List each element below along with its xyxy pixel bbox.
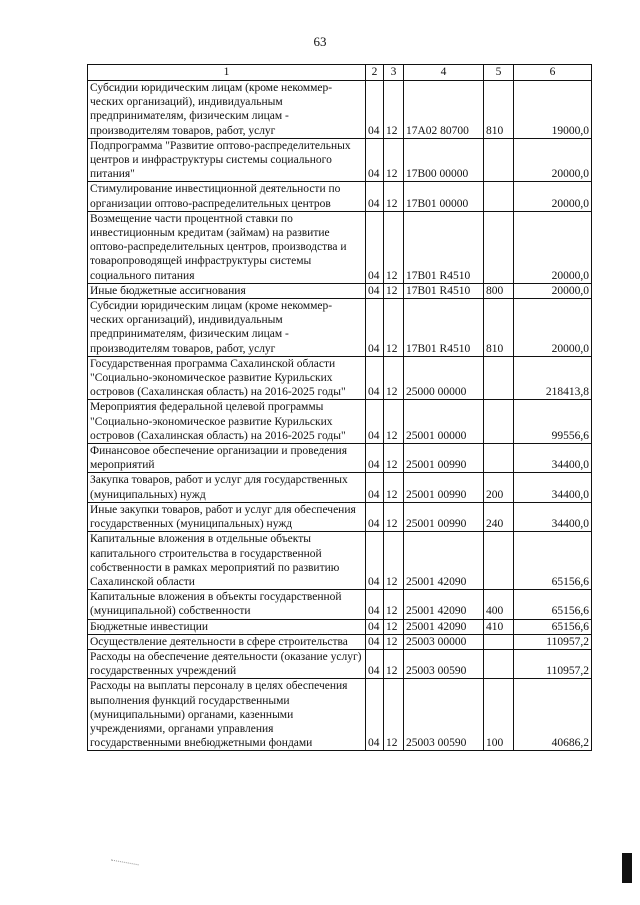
section-code-cell: 04 (366, 81, 384, 139)
row-name-cell: Подпрограмма "Развитие оптово-распределительных центров и инфраструктуры системы социального питания" (88, 138, 366, 182)
header-col-5: 5 (484, 65, 514, 81)
expense-type-cell (484, 182, 514, 211)
amount-cell: 34400,0 (514, 444, 592, 473)
amount-cell: 20000,0 (514, 211, 592, 283)
subsection-code-cell: 12 (384, 473, 404, 502)
table-row (88, 619, 592, 634)
expense-type-cell (484, 400, 514, 444)
target-article-cell: 25003 00000 (404, 634, 484, 649)
row-name-cell: Расходы на обеспечение деятельности (оказание услуг) государственных учреждений (88, 649, 366, 678)
expense-type-cell (484, 532, 514, 590)
row-name-cell: Закупка товаров, работ и услуг для государственных (муниципальных) нужд (88, 473, 366, 502)
row-name-cell: Государственная программа Сахалинской области "Социально-экономическое развитие Курильских островов (Сахалинская область) на 2016-2025 годы" (88, 356, 366, 400)
target-article-cell: 25001 42090 (404, 619, 484, 634)
amount-cell: 20000,0 (514, 182, 592, 211)
expense-type-cell (484, 211, 514, 283)
expense-type-cell: 410 (484, 619, 514, 634)
amount-cell: 19000,0 (514, 81, 592, 139)
row-name-cell: Мероприятия федеральной целевой программы "Социально-экономическое развитие Курильских островов (Сахалинская область) на 2016-2025 годы" (88, 400, 366, 444)
table-row (88, 138, 592, 182)
target-article-cell: 25001 00000 (404, 400, 484, 444)
header-col-4: 4 (404, 65, 484, 81)
expense-type-cell (484, 634, 514, 649)
row-name-cell: Расходы на выплаты персоналу в целях обеспечения выполнения функций государственными (муниципальными) органами, казенными учреждениями, органами управления государственными внебюджетными фондами (88, 679, 366, 751)
amount-cell: 20000,0 (514, 283, 592, 298)
target-article-cell: 25003 00590 (404, 649, 484, 678)
section-code-cell: 04 (366, 299, 384, 357)
section-code-cell: 04 (366, 619, 384, 634)
row-name-cell: Субсидии юридическим лицам (кроме некоммер-ческих организаций), индивидуальным предпринимателям, физическим лицам - производителям товаров, работ, услуг (88, 81, 366, 139)
target-article-cell: 17В00 00000 (404, 138, 484, 182)
subsection-code-cell: 12 (384, 182, 404, 211)
expense-type-cell (484, 356, 514, 400)
target-article-cell: 17В01 R4510 (404, 283, 484, 298)
row-name-cell: Возмещение части процентной ставки по инвестиционным кредитам (займам) на развитие оптово-распределительных центров, производства и товаропроводящей инфраструктуры системы социального питания (88, 211, 366, 283)
expense-type-cell: 200 (484, 473, 514, 502)
amount-cell: 65156,6 (514, 590, 592, 619)
section-code-cell: 04 (366, 590, 384, 619)
target-article-cell: 25001 42090 (404, 532, 484, 590)
subsection-code-cell: 12 (384, 532, 404, 590)
row-name-cell: Капитальные вложения в отдельные объекты капитального строительства в государственной собственности в рамках мероприятий по развитию Сахалинской области (88, 532, 366, 590)
section-code-cell: 04 (366, 138, 384, 182)
section-code-cell: 04 (366, 473, 384, 502)
table-row (88, 649, 592, 678)
section-code-cell: 04 (366, 356, 384, 400)
section-code-cell: 04 (366, 634, 384, 649)
header-col-2: 2 (366, 65, 384, 81)
expense-type-cell: 240 (484, 502, 514, 531)
amount-cell: 218413,8 (514, 356, 592, 400)
row-name-cell: Иные бюджетные ассигнования (88, 283, 366, 298)
expense-type-cell (484, 649, 514, 678)
expense-type-cell (484, 444, 514, 473)
header-col-1: 1 (88, 65, 366, 81)
section-code-cell: 04 (366, 502, 384, 531)
table-row (88, 679, 592, 751)
target-article-cell: 25001 42090 (404, 590, 484, 619)
subsection-code-cell: 12 (384, 400, 404, 444)
target-article-cell: 25001 00990 (404, 473, 484, 502)
subsection-code-cell: 12 (384, 649, 404, 678)
table-row (88, 473, 592, 502)
section-code-cell: 04 (366, 211, 384, 283)
target-article-cell: 17В01 R4510 (404, 211, 484, 283)
table-row (88, 211, 592, 283)
header-col-6: 6 (514, 65, 592, 81)
row-name-cell: Осуществление деятельности в сфере строительства (88, 634, 366, 649)
section-code-cell: 04 (366, 400, 384, 444)
subsection-code-cell: 12 (384, 619, 404, 634)
table-row (88, 444, 592, 473)
table-header-row (88, 65, 592, 81)
amount-cell: 65156,6 (514, 532, 592, 590)
subsection-code-cell: 12 (384, 444, 404, 473)
row-name-cell: Капитальные вложения в объекты государственной (муниципальной) собственности (88, 590, 366, 619)
amount-cell: 110957,2 (514, 634, 592, 649)
subsection-code-cell: 12 (384, 211, 404, 283)
expense-type-cell: 810 (484, 299, 514, 357)
page-number: 63 (313, 34, 327, 49)
table-row (88, 356, 592, 400)
row-name-cell: Бюджетные инвестиции (88, 619, 366, 634)
target-article-cell: 25001 00990 (404, 502, 484, 531)
expense-type-cell: 800 (484, 283, 514, 298)
subsection-code-cell: 12 (384, 138, 404, 182)
row-name-cell: Иные закупки товаров, работ и услуг для обеспечения государственных (муниципальных) нужд (88, 502, 366, 531)
table-body (88, 81, 592, 751)
amount-cell: 20000,0 (514, 138, 592, 182)
budget-table (87, 64, 592, 751)
section-code-cell: 04 (366, 649, 384, 678)
target-article-cell: 25000 00000 (404, 356, 484, 400)
expense-type-cell (484, 138, 514, 182)
subsection-code-cell: 12 (384, 679, 404, 751)
row-name-cell: Стимулирование инвестиционной деятельности по организации оптово-распределительных центров (88, 182, 366, 211)
expense-type-cell: 810 (484, 81, 514, 139)
section-code-cell: 04 (366, 283, 384, 298)
amount-cell: 34400,0 (514, 502, 592, 531)
target-article-cell: 25003 00590 (404, 679, 484, 751)
subsection-code-cell: 12 (384, 356, 404, 400)
subsection-code-cell: 12 (384, 283, 404, 298)
table-row (88, 590, 592, 619)
pencil-mark (111, 846, 141, 866)
subsection-code-cell: 12 (384, 502, 404, 531)
table-row (88, 299, 592, 357)
table-row (88, 634, 592, 649)
target-article-cell: 17В01 R4510 (404, 299, 484, 357)
subsection-code-cell: 12 (384, 81, 404, 139)
table-row (88, 182, 592, 211)
table-row (88, 532, 592, 590)
table-row (88, 502, 592, 531)
amount-cell: 65156,6 (514, 619, 592, 634)
amount-cell: 110957,2 (514, 649, 592, 678)
table-row (88, 400, 592, 444)
table-row (88, 283, 592, 298)
target-article-cell: 17А02 80700 (404, 81, 484, 139)
scan-edge-mark (622, 853, 632, 883)
row-name-cell: Финансовое обеспечение организации и проведения мероприятий (88, 444, 366, 473)
amount-cell: 40686,2 (514, 679, 592, 751)
section-code-cell: 04 (366, 444, 384, 473)
expense-type-cell: 400 (484, 590, 514, 619)
amount-cell: 34400,0 (514, 473, 592, 502)
target-article-cell: 25001 00990 (404, 444, 484, 473)
subsection-code-cell: 12 (384, 299, 404, 357)
subsection-code-cell: 12 (384, 590, 404, 619)
row-name-cell: Субсидии юридическим лицам (кроме некоммер-ческих организаций), индивидуальным предпринимателям, физическим лицам - производителям товаров, работ, услуг (88, 299, 366, 357)
expense-type-cell: 100 (484, 679, 514, 751)
section-code-cell: 04 (366, 532, 384, 590)
table-row (88, 81, 592, 139)
target-article-cell: 17В01 00000 (404, 182, 484, 211)
amount-cell: 99556,6 (514, 400, 592, 444)
subsection-code-cell: 12 (384, 634, 404, 649)
section-code-cell: 04 (366, 679, 384, 751)
section-code-cell: 04 (366, 182, 384, 211)
amount-cell: 20000,0 (514, 299, 592, 357)
header-col-3: 3 (384, 65, 404, 81)
